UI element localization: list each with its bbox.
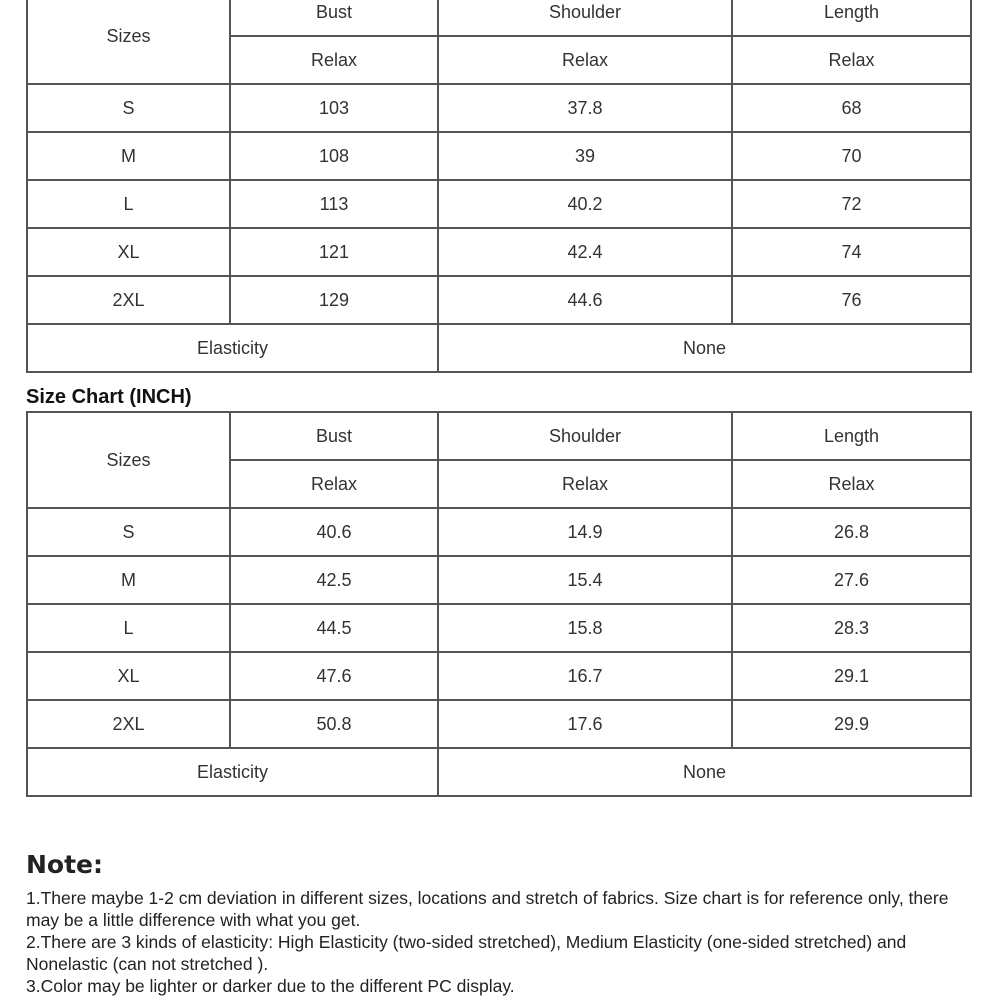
size-cell: 2XL bbox=[27, 276, 230, 324]
bust-cell: 42.5 bbox=[230, 556, 438, 604]
shoulder-cell: 39 bbox=[438, 132, 732, 180]
bust-cell: 129 bbox=[230, 276, 438, 324]
note-item: 3.Color may be lighter or darker due to the different PC display. bbox=[26, 976, 515, 996]
shoulder-cell: 37.8 bbox=[438, 84, 732, 132]
size-cell: M bbox=[27, 132, 230, 180]
shoulder-fit: Relax bbox=[438, 460, 732, 508]
size-cell: S bbox=[27, 508, 230, 556]
table-row bbox=[27, 180, 971, 228]
sizes-header: Sizes bbox=[27, 0, 230, 84]
length-cell: 29.9 bbox=[732, 700, 971, 748]
bust-header: Bust bbox=[230, 412, 438, 460]
size-cell: S bbox=[27, 84, 230, 132]
length-cell: 27.6 bbox=[732, 556, 971, 604]
length-cell: 26.8 bbox=[732, 508, 971, 556]
bust-cell: 113 bbox=[230, 180, 438, 228]
table-row bbox=[27, 132, 971, 180]
size-table-cm bbox=[26, 0, 972, 373]
inch-chart-title: Size Chart (INCH) bbox=[26, 386, 192, 408]
size-cell: M bbox=[27, 556, 230, 604]
sizes-header: Sizes bbox=[27, 412, 230, 508]
size-cell: 2XL bbox=[27, 700, 230, 748]
table-row bbox=[27, 228, 971, 276]
table-header-row bbox=[27, 412, 971, 460]
elasticity-label: Elasticity bbox=[27, 324, 438, 372]
table-row bbox=[27, 508, 971, 556]
size-table-inch bbox=[26, 411, 972, 797]
length-cell: 76 bbox=[732, 276, 971, 324]
note-list bbox=[26, 887, 976, 997]
elasticity-value: None bbox=[438, 324, 971, 372]
bust-fit: Relax bbox=[230, 36, 438, 84]
table-row bbox=[27, 652, 971, 700]
bust-cell: 47.6 bbox=[230, 652, 438, 700]
size-cell: L bbox=[27, 604, 230, 652]
elasticity-row bbox=[27, 324, 971, 372]
length-header: Length bbox=[732, 0, 971, 36]
elasticity-label: Elasticity bbox=[27, 748, 438, 796]
note-heading: Note: bbox=[26, 850, 104, 879]
bust-cell: 40.6 bbox=[230, 508, 438, 556]
table-row bbox=[27, 700, 971, 748]
length-fit: Relax bbox=[732, 36, 971, 84]
bust-fit: Relax bbox=[230, 460, 438, 508]
table-row bbox=[27, 276, 971, 324]
shoulder-cell: 15.8 bbox=[438, 604, 732, 652]
shoulder-cell: 14.9 bbox=[438, 508, 732, 556]
shoulder-cell: 40.2 bbox=[438, 180, 732, 228]
shoulder-cell: 44.6 bbox=[438, 276, 732, 324]
bust-cell: 44.5 bbox=[230, 604, 438, 652]
shoulder-cell: 42.4 bbox=[438, 228, 732, 276]
size-cell: XL bbox=[27, 228, 230, 276]
table-row bbox=[27, 604, 971, 652]
bust-header: Bust bbox=[230, 0, 438, 36]
table-header-row bbox=[27, 0, 971, 36]
bust-cell: 108 bbox=[230, 132, 438, 180]
length-cell: 68 bbox=[732, 84, 971, 132]
length-header: Length bbox=[732, 412, 971, 460]
note-item: 1.There maybe 1-2 cm deviation in different sizes, locations and stretch of fabrics. Size chart is for reference only, there may be a little difference with what you get. bbox=[26, 888, 949, 930]
size-cell: XL bbox=[27, 652, 230, 700]
bust-cell: 121 bbox=[230, 228, 438, 276]
shoulder-fit: Relax bbox=[438, 36, 732, 84]
length-cell: 29.1 bbox=[732, 652, 971, 700]
note-item: 2.There are 3 kinds of elasticity: High Elasticity (two-sided stretched), Medium Elasticity (one-sided stretched) and Nonelastic (can not stretched ). bbox=[26, 932, 907, 974]
shoulder-header: Shoulder bbox=[438, 0, 732, 36]
shoulder-cell: 15.4 bbox=[438, 556, 732, 604]
bust-cell: 103 bbox=[230, 84, 438, 132]
shoulder-cell: 16.7 bbox=[438, 652, 732, 700]
length-cell: 74 bbox=[732, 228, 971, 276]
table-row bbox=[27, 84, 971, 132]
shoulder-header: Shoulder bbox=[438, 412, 732, 460]
length-cell: 72 bbox=[732, 180, 971, 228]
elasticity-row bbox=[27, 748, 971, 796]
bust-cell: 50.8 bbox=[230, 700, 438, 748]
length-fit: Relax bbox=[732, 460, 971, 508]
table-row bbox=[27, 556, 971, 604]
size-cell: L bbox=[27, 180, 230, 228]
elasticity-value: None bbox=[438, 748, 971, 796]
length-cell: 70 bbox=[732, 132, 971, 180]
shoulder-cell: 17.6 bbox=[438, 700, 732, 748]
length-cell: 28.3 bbox=[732, 604, 971, 652]
